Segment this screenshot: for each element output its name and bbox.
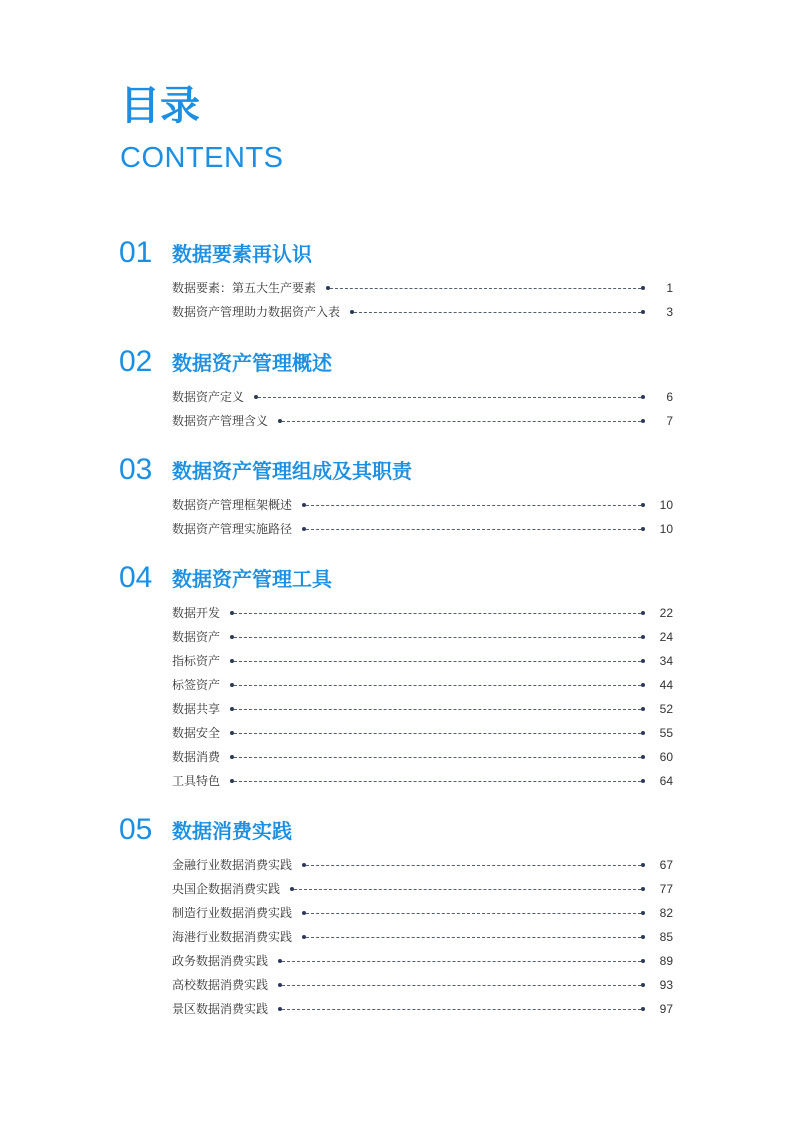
toc-entry-page: 67 [659, 858, 673, 872]
leader-dot-start [278, 959, 282, 963]
section-title[interactable]: 数据要素再认识 [172, 242, 312, 266]
toc-entry[interactable] [172, 276, 673, 300]
section-header [0, 238, 793, 272]
dotted-leader [230, 745, 645, 769]
leader-dot-start [302, 863, 306, 867]
toc-entry[interactable] [172, 973, 673, 997]
leader-dot-start [302, 527, 306, 531]
dotted-leader [254, 385, 645, 409]
toc-entry-page: 10 [659, 522, 673, 536]
page-title: 目录 [120, 83, 200, 129]
toc-entry-page: 1 [666, 281, 673, 295]
toc-entry[interactable] [172, 673, 673, 697]
toc-entry-label: 数据资产定义 [172, 390, 245, 404]
toc-entry-page: 85 [659, 930, 673, 944]
section-title[interactable]: 数据资产管理概述 [172, 351, 332, 375]
toc-entry[interactable] [172, 949, 673, 973]
toc-entry-label: 央国企数据消费实践 [172, 882, 281, 896]
toc-entry-page: 34 [659, 654, 673, 668]
toc-entries [172, 493, 673, 541]
toc-entry[interactable] [172, 493, 673, 517]
leader-dot-start [230, 635, 234, 639]
toc-entry[interactable] [172, 769, 673, 793]
toc-entry-page: 77 [659, 882, 673, 896]
section-title[interactable]: 数据资产管理工具 [172, 567, 332, 591]
dotted-leader [290, 877, 645, 901]
toc-entry-page: 89 [659, 954, 673, 968]
toc-entry-page: 10 [659, 498, 673, 512]
toc-entry-label: 政务数据消费实践 [172, 954, 269, 968]
dotted-leader [302, 493, 645, 517]
section-number: 04 [119, 561, 153, 594]
toc-entry-label: 标签资产 [172, 678, 221, 692]
toc-entry[interactable] [172, 625, 673, 649]
toc-entry-label: 金融行业数据消费实践 [172, 858, 293, 872]
toc-entry-page: 64 [659, 774, 673, 788]
section-title[interactable]: 数据消费实践 [172, 819, 292, 843]
leader-dot-start [278, 1007, 282, 1011]
toc-entry-page: 3 [666, 305, 673, 319]
toc-entry[interactable] [172, 721, 673, 745]
dotted-leader [230, 697, 645, 721]
dotted-leader [278, 409, 645, 433]
toc-entry[interactable] [172, 601, 673, 625]
leader-dot-start [278, 983, 282, 987]
toc-entry-label: 数据要素：第五大生产要素 [172, 281, 317, 295]
toc-entry-label: 指标资产 [172, 654, 221, 668]
section-title[interactable]: 数据资产管理组成及其职责 [172, 459, 412, 483]
toc-entry-page: 82 [659, 906, 673, 920]
toc-entry-page: 44 [659, 678, 673, 692]
toc-entry-page: 97 [659, 1002, 673, 1016]
toc-entry-label: 数据资产管理助力数据资产入表 [172, 305, 341, 319]
toc-entry-page: 55 [659, 726, 673, 740]
toc-entry-page: 6 [666, 390, 673, 404]
toc-entry-label: 数据消费 [172, 750, 221, 764]
toc-entry-page: 22 [659, 606, 673, 620]
dotted-leader [230, 769, 645, 793]
toc-entry[interactable] [172, 697, 673, 721]
dotted-leader [230, 601, 645, 625]
section-number: 05 [119, 813, 153, 846]
leader-dot-start [278, 419, 282, 423]
toc-entry[interactable] [172, 925, 673, 949]
page-subtitle: CONTENTS [120, 142, 284, 174]
toc-entry-page: 93 [659, 978, 673, 992]
toc-entries [172, 601, 673, 793]
toc-entry[interactable] [172, 385, 673, 409]
toc-entry[interactable] [172, 745, 673, 769]
leader-dot-start [230, 683, 234, 687]
leader-dot-start [230, 779, 234, 783]
leader-dot-start [350, 310, 354, 314]
section-number: 02 [119, 345, 153, 378]
leader-dot-start [230, 659, 234, 663]
leader-dot-start [230, 707, 234, 711]
dotted-leader [230, 649, 645, 673]
leader-dot-start [326, 286, 330, 290]
toc-entry-label: 数据资产管理框架概述 [172, 498, 293, 512]
leader-dot-start [302, 503, 306, 507]
leader-dot-start [230, 755, 234, 759]
dotted-leader [278, 973, 645, 997]
toc-entry-label: 数据资产管理含义 [172, 414, 269, 428]
toc-entry-label: 高校数据消费实践 [172, 978, 269, 992]
toc-entries [172, 385, 673, 433]
toc-entry-page: 60 [659, 750, 673, 764]
leader-dot-start [302, 935, 306, 939]
toc-entry[interactable] [172, 853, 673, 877]
section-header [0, 815, 793, 849]
dotted-leader [350, 300, 645, 324]
section-header [0, 455, 793, 489]
dotted-leader [230, 673, 645, 697]
dotted-leader [302, 517, 645, 541]
toc-entry-label: 数据共享 [172, 702, 221, 716]
section-header [0, 347, 793, 381]
toc-entry[interactable] [172, 300, 673, 324]
toc-entry-label: 数据资产管理实施路径 [172, 522, 293, 536]
leader-dot-start [290, 887, 294, 891]
toc-entry-label: 制造行业数据消费实践 [172, 906, 293, 920]
dotted-leader [302, 853, 645, 877]
section-header [0, 563, 793, 597]
section-number: 01 [119, 236, 153, 269]
toc-entry[interactable] [172, 901, 673, 925]
leader-dot-start [254, 395, 258, 399]
dotted-leader [326, 276, 645, 300]
toc-entry[interactable] [172, 649, 673, 673]
toc-entry-page: 52 [659, 702, 673, 716]
leader-dot-start [230, 611, 234, 615]
section-number: 03 [119, 453, 153, 486]
dotted-leader [302, 901, 645, 925]
dotted-leader [230, 721, 645, 745]
toc-entry-label: 工具特色 [172, 774, 221, 788]
toc-entry-label: 数据资产 [172, 630, 221, 644]
dotted-leader [302, 925, 645, 949]
dotted-leader [278, 997, 645, 1021]
toc-entry-label: 景区数据消费实践 [172, 1002, 269, 1016]
toc-entry[interactable] [172, 877, 673, 901]
leader-dot-start [302, 911, 306, 915]
toc-entries [172, 853, 673, 1021]
toc-entry-label: 数据开发 [172, 606, 221, 620]
toc-entries [172, 276, 673, 324]
toc-entry[interactable] [172, 409, 673, 433]
toc-entry-page: 24 [659, 630, 673, 644]
toc-entry-label: 数据安全 [172, 726, 221, 740]
dotted-leader [278, 949, 645, 973]
dotted-leader [230, 625, 645, 649]
toc-entry-label: 海港行业数据消费实践 [172, 930, 293, 944]
leader-dot-start [230, 731, 234, 735]
toc-entry-page: 7 [666, 414, 673, 428]
toc-entry[interactable] [172, 997, 673, 1021]
toc-entry[interactable] [172, 517, 673, 541]
